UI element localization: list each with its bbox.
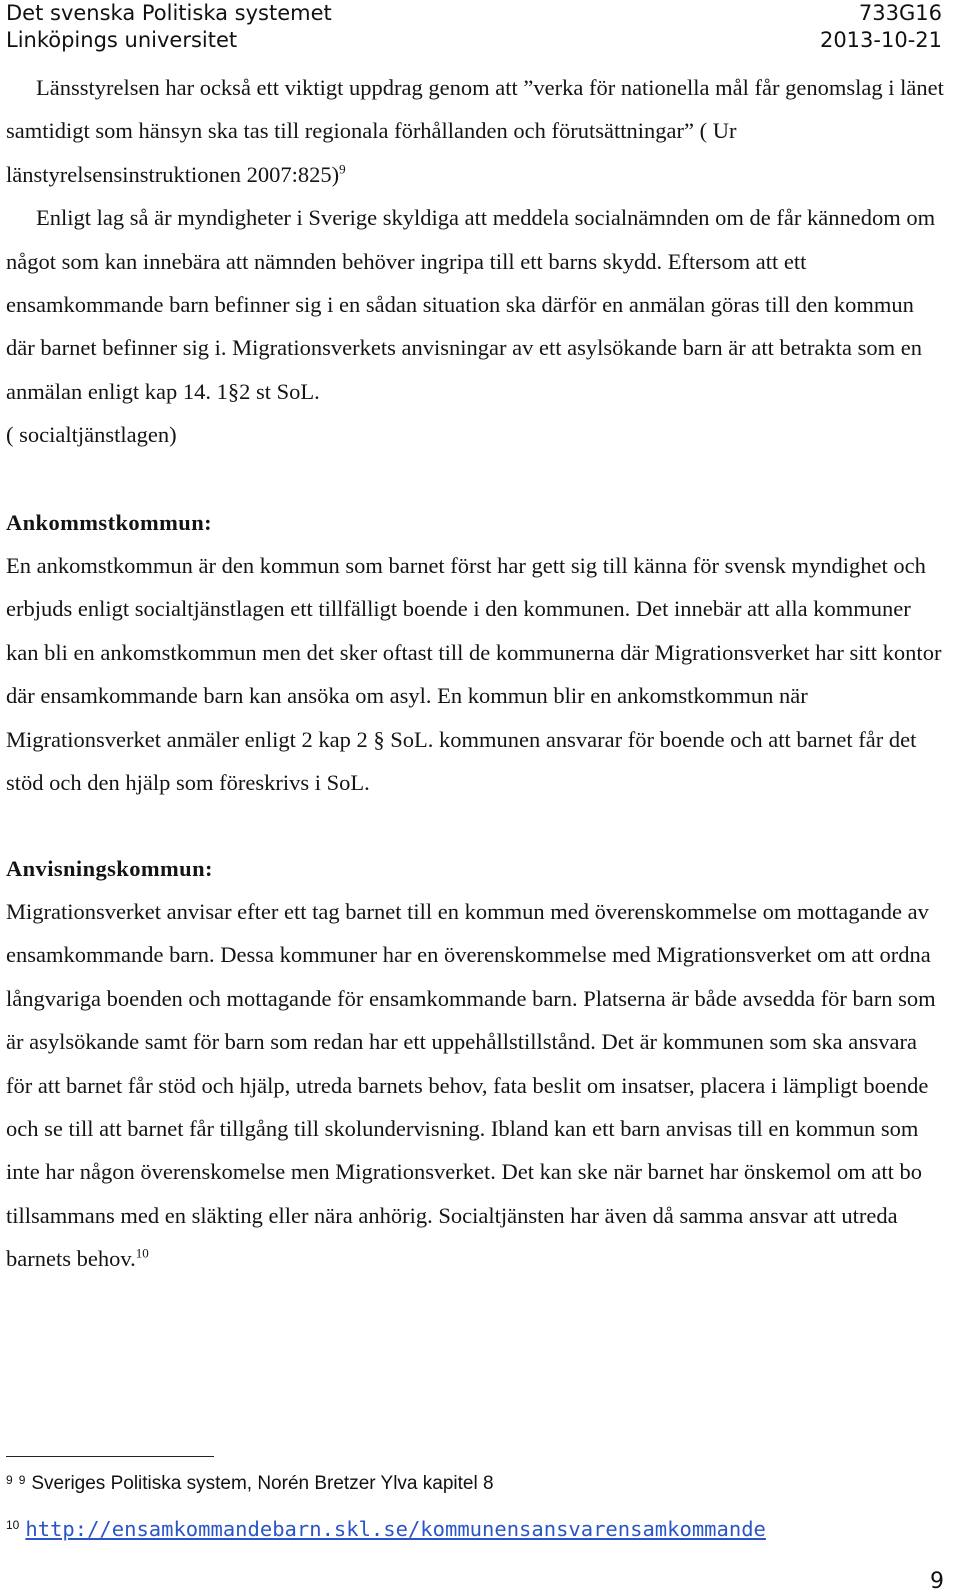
heading-ankomstkommun: Ankommstkommun:: [6, 509, 213, 535]
paragraph-anmalan: Enligt lag så är myndigheter i Sverige skyldiga att meddela socialnämnden om de får kännedom om något som kan innebära att nämnden behöver ingripa till ett barns skydd. Eftersom att ett ensamkommande barn befinner sig i en sådan situation ska därför en anmälan göras till den kommun där barnet befinner sig i. Migrationsverkets anvisningar av ett asylsökande barn är att betrakta som en anmälan enligt kap 14. 1§2 st SoL.: [6, 205, 936, 404]
footnote-10: [6, 1518, 948, 1540]
university-name: Linköpings universitet: [6, 28, 238, 52]
course-title: Det svenska Politiska systemet: [6, 1, 332, 25]
footnote-inner-number: 9: [18, 1473, 26, 1487]
footnote-divider: [6, 1456, 214, 1457]
footnote-number: 10: [6, 1518, 20, 1532]
footnote-ref-10: 10: [135, 1245, 149, 1261]
course-code: 733G16: [858, 1, 942, 25]
page-header: [6, 0, 942, 54]
footnote-link[interactable]: http://ensamkommandebarn.skl.se/kommunensansvarensamkommande: [25, 1517, 766, 1541]
document-body: [6, 66, 948, 1281]
footnote-text: Sveriges Politiska system, Norén Bretzer Ylva kapitel 8: [31, 1473, 494, 1494]
paragraph-ankomstkommun: En ankomstkommun är den kommun som barnet först har gett sig till känna för svensk myndighet och erbjuds enligt socialtjänstlagen ett tillfälligt boende i den kommunen. Det innebär att alla kommuner kan bli en ankomstkommun men det sker oftast till de kommunerna där Migrationsverket har sitt kontor där ensamkommande barn kan ansöka om asyl. En kommun blir en ankomstkommun när Migrationsverket anmäler enligt 2 kap 2 § SoL. kommunen ansvarar för boende och att barnet får det stöd och den hjälp som föreskrivs i SoL.: [6, 553, 942, 796]
footnote-number: 9: [6, 1473, 13, 1487]
heading-anvisningskommun: Anvisningskommun:: [6, 855, 213, 881]
header-date: 2013-10-21: [819, 28, 942, 52]
footnote-ref-9: 9: [339, 161, 346, 177]
paragraph-anvisningskommun: Migrationsverket anvisar efter ett tag barnet till en kommun med överenskommelse om mottagande av ensamkommande barn. Dessa kommuner har en överenskommelse med Migrationsverket om att ordna långvariga boenden och mottagande för ensamkommande barn. Platserna är både avsedda för barn som är asylsökande samt för barn som redan har ett uppehållstillstånd. Det är kommunen som ska ansvara för att barnet får stöd och hjälp, utreda barnets behov, fata beslit om insatser, placera i lämpligt boende och se till att barnet får tillgång till skolundervisning. Ibland kan ett barn anvisas till en kommun som inte har någon överenskomelse men Migrationsverket. Det kan ske när barnet har önskemol om att bo tillsammans med en släkting eller nära anhörig. Socialtjänsten har även då samma ansvar att utreda barnets behov.$^{10}$: [6, 898, 936, 1272]
footnote-9: [6, 1473, 948, 1495]
footnotes: [6, 1456, 948, 1563]
paragraph-lansstyrelsen: Länsstyrelsen har också ett viktigt uppdrag genom att ”verka för nationella mål får genomslag i länet samtidigt som hänsyn ska tas till regionala förhållanden och förutsättningar” ( Ur länstyrelsensinstruktionen 2007:825)$^9$: [6, 75, 944, 187]
page-number: 9: [930, 1569, 944, 1594]
paragraph-socialtjanstlagen: ( socialtjänstlagen): [6, 422, 177, 448]
